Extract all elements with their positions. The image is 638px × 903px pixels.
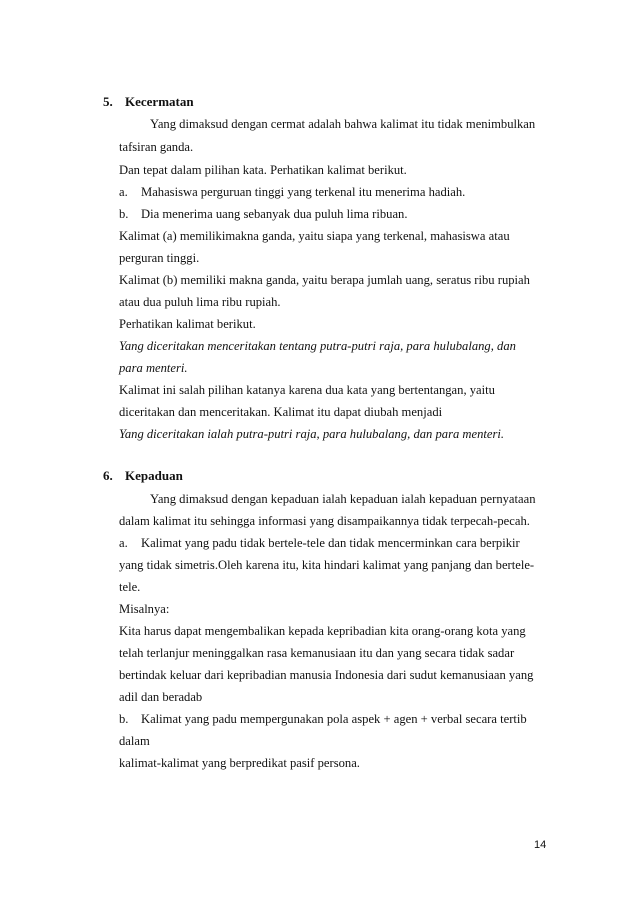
paragraph-line: Kalimat ini salah pilihan katanya karena dua kata yang bertentangan, yaitu (119, 383, 495, 397)
list-item-b (119, 711, 527, 727)
list-item-b (119, 206, 408, 222)
paragraph-line: yang tidak simetris.Oleh karena itu, kita hindari kalimat yang panjang dan bertele- (119, 558, 535, 572)
list-item-label: a. (119, 536, 128, 550)
paragraph-line: tafsiran ganda. (119, 140, 194, 154)
paragraph-line: tele. (119, 580, 141, 594)
page-number: 14 (534, 839, 547, 851)
section-5-heading (103, 94, 194, 110)
paragraph-line: Misalnya: (119, 602, 170, 616)
paragraph-line: Dan tepat dalam pilihan kata. Perhatikan kalimat berikut. (119, 163, 407, 177)
paragraph-line: diceritakan dan menceritakan. Kalimat itu dapat diubah menjadi (119, 405, 443, 419)
list-item-a (119, 184, 465, 200)
section-6-heading (103, 468, 183, 484)
paragraph-line: Kalimat (a) memilikimakna ganda, yaitu siapa yang terkenal, mahasiswa atau (119, 229, 510, 243)
example-sentence: Yang diceritakan ialah putra-putri raja, para hulubalang, dan para menteri. (119, 427, 505, 441)
list-item-label: a. (119, 185, 128, 199)
section-6-number: 6. (103, 468, 113, 483)
paragraph-line: Kita harus dapat mengembalikan kepada kepribadian kita orang-orang kota yang (119, 624, 526, 638)
paragraph-line: Yang dimaksud dengan cermat adalah bahwa kalimat itu tidak menimbulkan (150, 117, 536, 131)
paragraph-line: telah terlanjur meninggalkan rasa kemanusiaan itu dan yang secara tidak sadar (119, 646, 515, 660)
paragraph-line: atau dua puluh lima ribu rupiah. (119, 295, 281, 309)
paragraph-line: adil dan beradab (119, 690, 203, 704)
paragraph-line: Perhatikan kalimat berikut. (119, 317, 256, 331)
paragraph-line: bertindak keluar dari kepribadian manusia Indonesia dari sudut kemanusiaan yang (119, 668, 534, 682)
paragraph-line: Yang dimaksud dengan kepaduan ialah kepaduan ialah kepaduan pernyataan (150, 492, 536, 506)
section-6-title: Kepaduan (125, 468, 183, 483)
paragraph-line: dalam (119, 734, 150, 748)
list-item-text: Kalimat yang padu mempergunakan pola aspek + agen + verbal secara tertib (141, 712, 527, 726)
list-item-label: b. (119, 207, 129, 221)
section-5-title: Kecermatan (125, 94, 194, 109)
paragraph-line: Kalimat (b) memiliki makna ganda, yaitu berapa jumlah uang, seratus ribu rupiah (119, 273, 530, 287)
list-item-a (119, 535, 520, 551)
list-item-label: b. (119, 712, 129, 726)
list-item-text: Mahasiswa perguruan tinggi yang terkenal itu menerima hadiah. (141, 185, 466, 199)
list-item-text: Kalimat yang padu tidak bertele-tele dan tidak mencerminkan cara berpikir (141, 536, 520, 550)
list-item-text: Dia menerima uang sebanyak dua puluh lima ribuan. (141, 207, 408, 221)
paragraph-line: dalam kalimat itu sehingga informasi yang disampaikannya tidak terpecah-pecah. (119, 514, 530, 528)
paragraph-line: kalimat-kalimat yang berpredikat pasif persona. (119, 756, 360, 770)
paragraph-line: perguran tinggi. (119, 251, 200, 265)
example-sentence: para menteri. (119, 361, 188, 375)
section-5-number: 5. (103, 94, 113, 109)
example-sentence: Yang diceritakan menceritakan tentang putra-putri raja, para hulubalang, dan (119, 339, 516, 353)
